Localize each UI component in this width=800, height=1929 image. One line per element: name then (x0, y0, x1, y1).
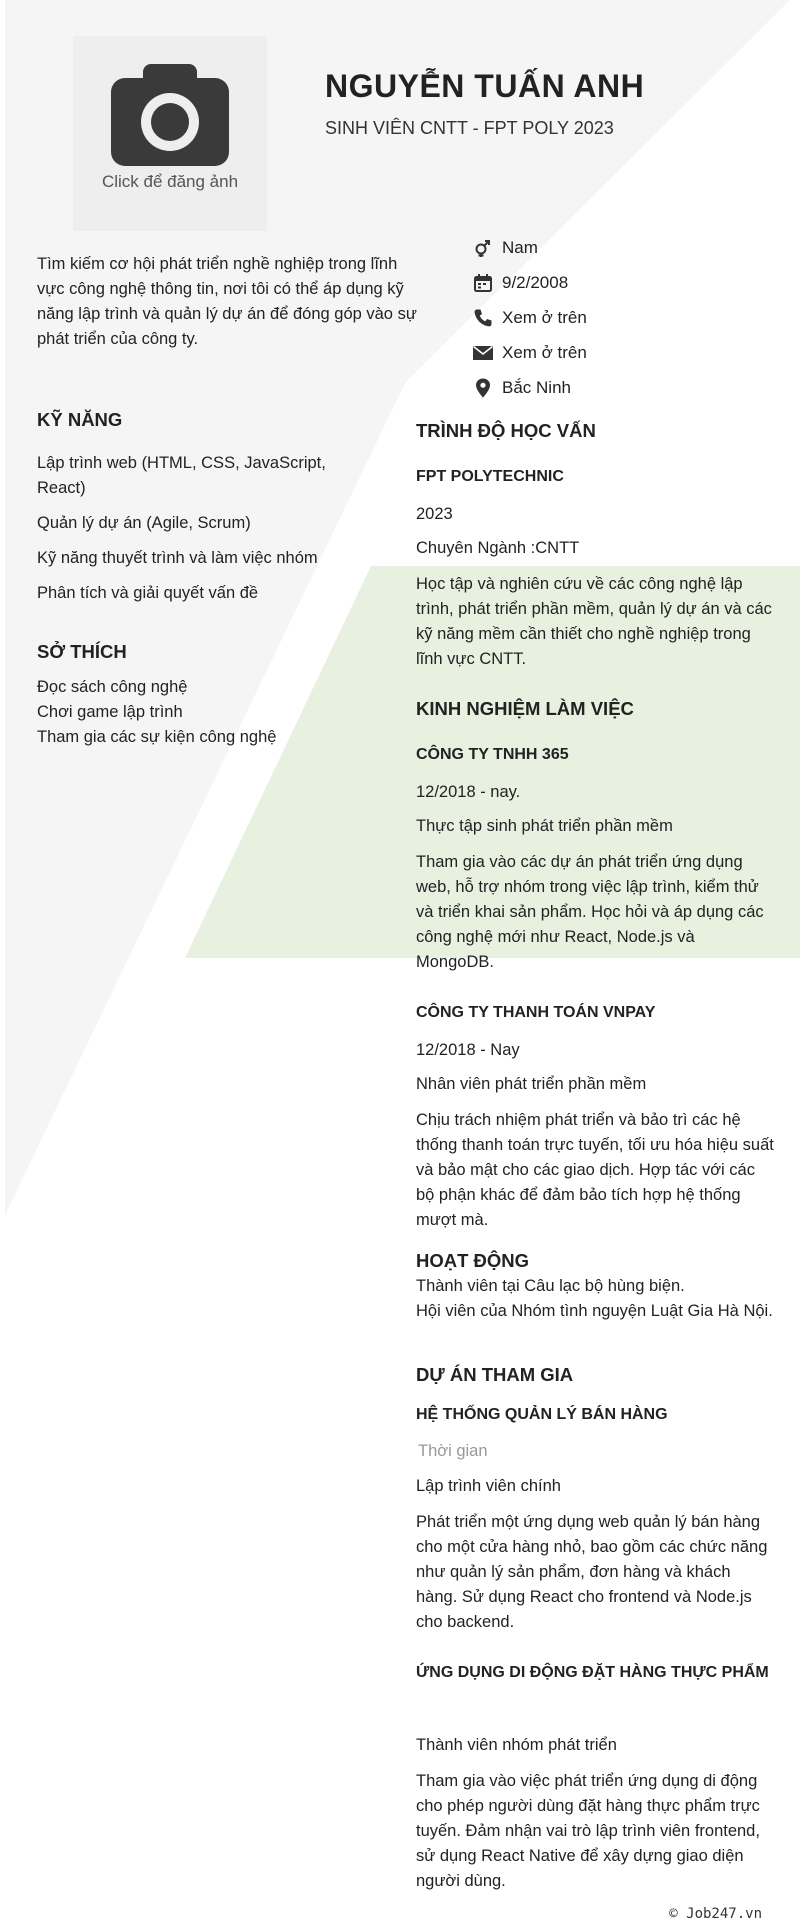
education-heading: TRÌNH ĐỘ HỌC VẤN (416, 420, 596, 441)
hobby-item: Chơi game lập trình (37, 703, 183, 721)
education-school: FPT POLYTECHNIC (416, 468, 564, 485)
skills-section (37, 409, 367, 616)
birthdate-value: 9/2/2008 (502, 272, 569, 292)
job-description: Chịu trách nhiệm phát triển và bảo trì các hệ thống thanh toán trực tuyến, tối ưu hóa hiệu suất và bảo mật cho các giao dịch. Hợp tác với các bộ phận khác để đảm bảo tích hợp hệ thống mượt mà. (416, 1111, 774, 1229)
skill-item: Lập trình web (HTML, CSS, JavaScript, React) (37, 454, 326, 497)
job-period: 12/2018 - Nay (416, 1041, 520, 1059)
job-role: Thực tập sinh phát triển phần mềm (416, 817, 673, 835)
gender-value: Nam (502, 237, 538, 257)
footer-credit: © Job247.vn (669, 1906, 762, 1922)
skill-item: Phân tích và giải quyết vấn đề (37, 584, 259, 602)
skill-item: Quản lý dự án (Agile, Scrum) (37, 514, 251, 532)
hobbies-section (37, 641, 367, 750)
skill-item: Kỹ năng thuyết trình và làm việc nhóm (37, 549, 318, 567)
mail-icon (470, 343, 496, 363)
candidate-name: NGUYỄN TUẤN ANH (325, 68, 645, 104)
info-gender (470, 230, 770, 265)
info-address (470, 370, 770, 405)
hobby-item: Đọc sách công nghệ (37, 678, 188, 696)
hobby-item: Tham gia các sự kiện công nghệ (37, 728, 277, 746)
hobbies-heading: SỞ THÍCH (37, 641, 127, 662)
calendar-icon (470, 273, 496, 293)
job-period: 12/2018 - nay. (416, 783, 521, 801)
email-value: Xem ở trên (502, 342, 587, 362)
phone-icon (470, 308, 496, 328)
location-pin-icon (470, 378, 496, 398)
phone-value: Xem ở trên (502, 307, 587, 327)
job-description: Tham gia vào các dự án phát triển ứng dụng web, hỗ trợ nhóm trong việc lập trình, kiểm thử và triển khai sản phẩm. Học hỏi và áp dụng các công nghệ mới như React, Node.js và MongoDB. (416, 853, 764, 971)
info-birthdate (470, 265, 770, 300)
job-role: Nhân viên phát triển phần mềm (416, 1075, 647, 1093)
activity-item: Thành viên tại Câu lạc bộ hùng biện. (416, 1277, 685, 1295)
photo-caption: Click để đăng ảnh (101, 172, 239, 191)
education-year: 2023 (416, 505, 453, 523)
camera-icon (111, 64, 229, 166)
career-objective: Tìm kiếm cơ hội phát triển nghề nghiệp trong lĩnh vực công nghệ thông tin, nơi tôi có thể áp dụng kỹ năng lập trình và quản lý dự án để đóng góp vào sự phát triển của công ty. (37, 255, 417, 348)
project-description: Phát triển một ứng dụng web quản lý bán hàng cho một cửa hàng nhỏ, bao gồm các chức năng như quản lý sản phẩm, đơn hàng và khách hàng. Sử dụng React cho frontend và Node.js cho backend. (416, 1513, 768, 1631)
education-description: Học tập và nghiên cứu về các công nghệ lập trình, phát triển phần mềm, quản lý dự án và các kỹ năng mềm cần thiết cho nghề nghiệp trong lĩnh vực CNTT. (416, 575, 772, 668)
info-phone (470, 300, 770, 335)
project-role: Lập trình viên chính (416, 1477, 561, 1495)
address-value: Bắc Ninh (502, 377, 571, 397)
projects-heading: DỰ ÁN THAM GIA (416, 1364, 574, 1385)
activities-list (416, 1274, 776, 1324)
project-description: Tham gia vào việc phát triển ứng dụng di động cho phép người dùng đặt hàng thực phẩm trực tuyến. Đảm nhận vai trò lập trình viên frontend, sử dụng React Native để xây dựng giao diện người dùng. (416, 1772, 760, 1890)
project-name: ỨNG DỤNG DI ĐỘNG ĐẶT HÀNG THỰC PHẨM (416, 1664, 769, 1681)
job-company: CÔNG TY THANH TOÁN VNPAY (416, 1004, 656, 1021)
education-major: Chuyên Ngành :CNTT (416, 539, 580, 557)
skills-heading: KỸ NĂNG (37, 409, 123, 430)
activity-item: Hội viên của Nhóm tình nguyện Luật Gia Hà Nội. (416, 1302, 773, 1320)
project-time: Thời gian (418, 1442, 488, 1460)
experience-heading: KINH NGHIỆM LÀM VIỆC (416, 698, 634, 719)
info-email (470, 335, 770, 370)
project-name: HỆ THỐNG QUẢN LÝ BÁN HÀNG (416, 1406, 668, 1423)
activities-heading: HOẠT ĐỘNG (416, 1250, 530, 1271)
job-company: CÔNG TY TNHH 365 (416, 746, 569, 763)
personal-info-list (470, 230, 770, 405)
project-role: Thành viên nhóm phát triển (416, 1736, 617, 1754)
candidate-title: SINH VIÊN CNTT - FPT POLY 2023 (325, 118, 614, 138)
gender-icon (470, 238, 496, 258)
photo-upload-placeholder[interactable] (73, 36, 267, 231)
